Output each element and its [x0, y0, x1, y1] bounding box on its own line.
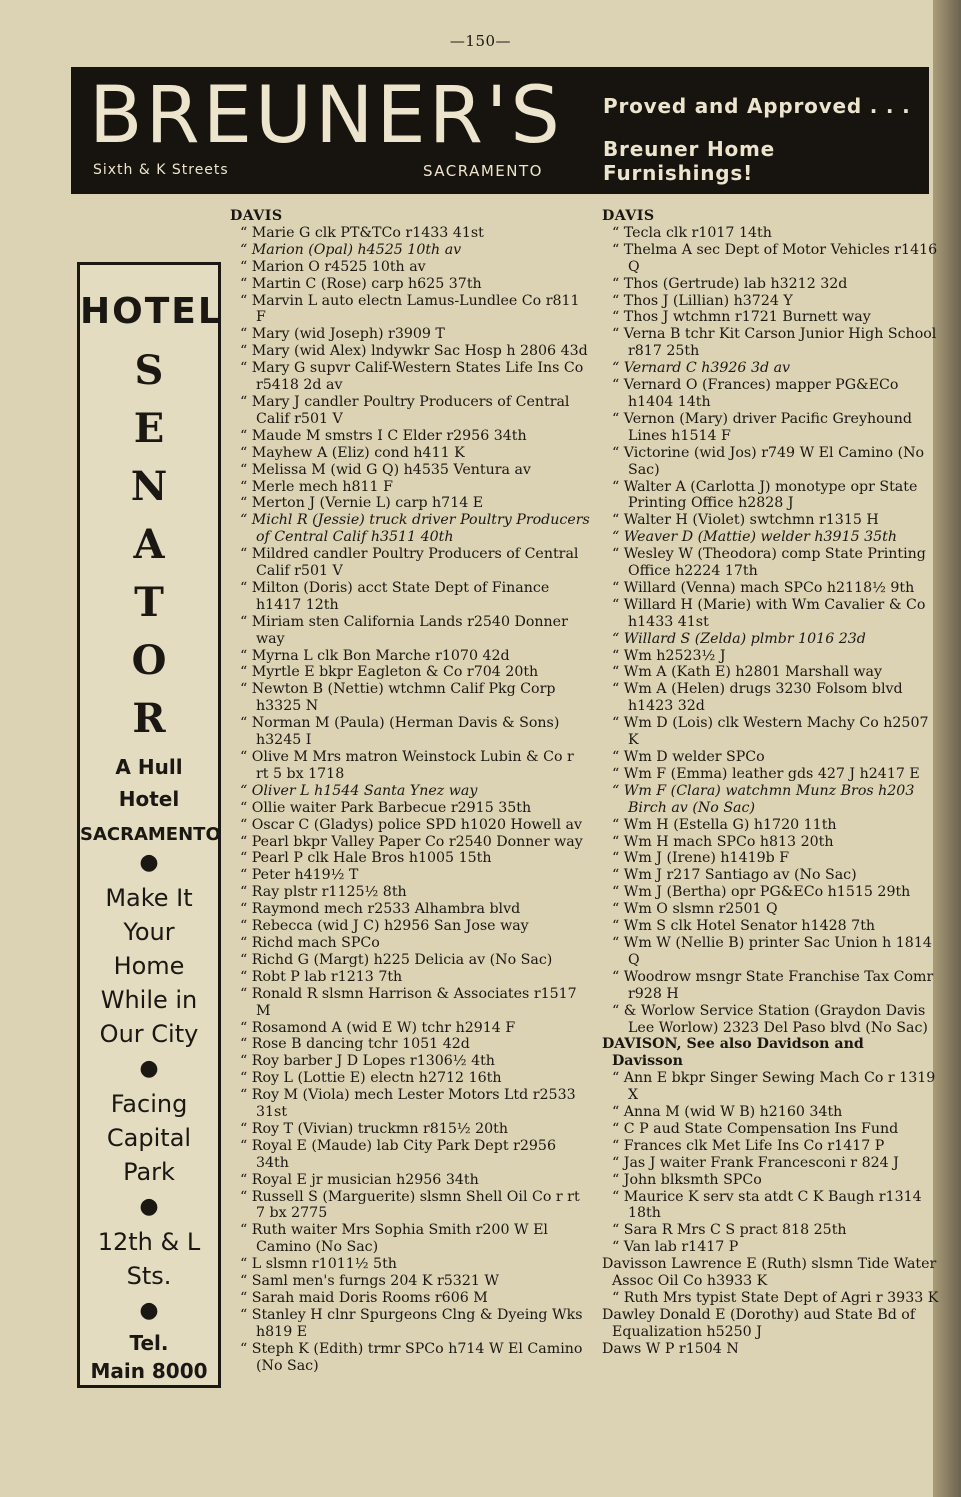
directory-entry: “ Sara R Mrs C S pract 818 25th [612, 1222, 847, 1239]
directory-entry: “ Stanley H clnr Spurgeons Clng & Dyeing Wks h819 E [240, 1306, 583, 1340]
tel-line-2: Main 8000 [90, 1359, 208, 1383]
tel-line-1: Tel. [129, 1331, 169, 1355]
directory-entry: “ Roy M (Viola) mech Lester Motors Ltd r2533 31st [240, 1087, 576, 1121]
directory-entry: “ Merle mech h811 F [240, 478, 393, 495]
directory-entry: “ Thos J (Lillian) h3724 Y [612, 292, 793, 309]
directory-entry: “ Willard S (Zelda) plmbr 1016 23d [612, 630, 866, 647]
directory-entry: “ Maurice K serv sta atdt C K Baugh r1314 18th [612, 1188, 922, 1222]
directory-entry: “ Ray plstr r1125½ 8th [240, 884, 407, 901]
directory-entry: “ Richd mach SPCo [240, 934, 380, 951]
directory-column-right [602, 208, 939, 1358]
senator-letter: R [132, 695, 166, 742]
directory-entry: “ Wm W (Nellie B) printer Sac Union h 1814 Q [612, 934, 932, 968]
senator-letter: O [131, 637, 167, 684]
directory-entry: “ Wesley W (Theodora) comp State Printing Office h2224 17th [612, 546, 926, 580]
directory-entry: “ Olive M Mrs matron Weinstock Lubin & Co r rt 5 bx 1718 [240, 749, 574, 782]
directory-entry: “ Ruth waiter Mrs Sophia Smith r200 W El Camino (No Sac) [240, 1222, 548, 1256]
directory-entry: “ Mayhew A (Eliz) cond h411 K [240, 444, 465, 461]
directory-entry: “ Royal E (Maude) lab City Park Dept r2956 34th [240, 1137, 556, 1171]
hull-line-1: A Hull [115, 755, 183, 779]
directory-entry: “ Wm J r217 Santiago av (No Sac) [612, 867, 857, 884]
directory-entry: “ Wm A (Kath E) h2801 Marshall way [612, 664, 883, 681]
directory-entry: “ Wm J (Bertha) opr PG&ECo h1515 29th [612, 884, 911, 901]
directory-entry: “ Walter A (Carlotta J) monotype opr State Printing Office h2828 J [612, 478, 918, 512]
ad-city: SACRAMENTO [80, 824, 221, 845]
directory-entry: “ Wm O slsmn r2501 Q [612, 901, 778, 918]
directory-entry: “ Weaver D (Mattie) welder h3915 35th [612, 529, 898, 546]
directory-entry: “ & Worlow Service Station (Graydon Davis Lee Worlow) 2323 Del Paso blvd (No Sac) [612, 1002, 928, 1036]
directory-entry: “ Tecla clk r1017 14th [612, 224, 772, 241]
directory-entry: “ L slsmn r1011½ 5th [240, 1256, 397, 1273]
ad-copy-line: Sts. [126, 1262, 172, 1290]
directory-entry: “ Russell S (Marguerite) slsmn Shell Oil Co r rt 7 bx 2775 [240, 1188, 580, 1222]
bullet: ● [139, 1298, 159, 1323]
directory-entry: “ Peter h419½ T [240, 867, 359, 884]
directory-entry: “ Willard (Venna) mach SPCo h2118½ 9th [612, 579, 915, 596]
directory-entry: “ Wm S clk Hotel Senator h1428 7th [612, 918, 876, 935]
directory-entry: “ Anna M (wid W B) h2160 34th [612, 1104, 843, 1121]
directory-entry: “ Roy barber J D Lopes r1306½ 4th [240, 1053, 495, 1070]
directory-entry: “ Ruth Mrs typist State Dept of Agri r 3933 K [612, 1290, 939, 1306]
directory-entry: “ Mary (wid Joseph) r3909 T [240, 326, 445, 343]
directory-entry: “ Mary G supvr Calif-Western States Life Ins Co r5418 2d av [240, 360, 584, 394]
entry-list [602, 225, 939, 1358]
directory-entry: “ Roy L (Lottie E) electn h2712 16th [240, 1070, 502, 1087]
directory-entry: “ Walter H (Violet) swtchmn r1315 H [612, 512, 879, 529]
directory-entry: “ Martin C (Rose) carp h625 37th [240, 275, 482, 292]
directory-entry: “ Marion (Opal) h4525 10th av [240, 241, 462, 258]
directory-entry: “ Wm h2523½ J [612, 647, 726, 664]
senator-letter: S [134, 347, 164, 394]
bullet: ● [139, 1194, 159, 1219]
slogan-line-1: Proved and Approved . . . [603, 94, 911, 118]
directory-entry: “ Wm J (Irene) h1419b F [612, 850, 790, 867]
ad-copy-line: 12th & L [97, 1228, 201, 1256]
senator-letter: T [134, 579, 164, 626]
ad-copy-line: While in [100, 986, 198, 1014]
slogan-line-2: Breuner Home Furnishings! [603, 137, 776, 185]
hotel-word: HOTEL [80, 291, 223, 332]
ad-copy-line: Facing [110, 1090, 188, 1118]
directory-entry: “ Ronald R slsmn Harrison & Associates r1517 M [240, 985, 577, 1019]
directory-entry: “ Frances clk Met Life Ins Co r1417 P [612, 1137, 885, 1154]
directory-entry: “ Thos J wtchmn r1721 Burnett way [612, 309, 871, 326]
directory-entry: “ Wm F (Emma) leather gds 427 J h2417 E [612, 765, 920, 782]
brand-city: SACRAMENTO [423, 162, 543, 180]
directory-entry: “ Wm H mach SPCo h813 20th [612, 833, 834, 850]
directory-entry: “ Saml men's furngs 204 K r5321 W [240, 1273, 499, 1290]
bullet: ● [139, 1056, 159, 1081]
page-number: —150— [449, 32, 512, 50]
ad-copy-line: Your [123, 918, 175, 946]
directory-entry: “ Oscar C (Gladys) police SPD h1020 Howell av [240, 816, 582, 833]
column-heading: DAVIS [602, 208, 655, 224]
ad-copy-line: Our City [99, 1020, 199, 1048]
directory-entry: Daws W P r1504 N [602, 1340, 739, 1357]
directory-entry: “ Wm H (Estella G) h1720 11th [612, 816, 837, 833]
senator-letter: N [130, 463, 168, 510]
directory-entry: “ Michl R (Jessie) truck driver Poultry Producers of Central Calif h3511 40th [240, 512, 590, 546]
senator-letter: A [133, 521, 165, 568]
directory-entry: “ Verna B tchr Kit Carson Junior High School r817 25th [612, 326, 937, 360]
directory-entry: “ Woodrow msngr State Franchise Tax Comr r928 H [612, 968, 934, 1002]
directory-entry: “ Robt P lab r1213 7th [240, 968, 403, 985]
directory-entry: “ Merton J (Vernie L) carp h714 E [240, 495, 484, 512]
brand-address: Sixth & K Streets [93, 162, 229, 178]
directory-entry: “ John blksmth SPCo [612, 1171, 762, 1188]
hull-line-2: Hotel [118, 787, 180, 811]
directory-entry: “ Myrna L clk Bon Marche r1070 42d [240, 647, 510, 664]
ad-copy-line: Home [113, 952, 185, 980]
brand-name: BREUNER'S [89, 71, 563, 161]
directory-entry: “ Pearl P clk Hale Bros h1005 15th [240, 850, 492, 867]
directory-entry: “ Willard H (Marie) with Wm Cavalier & Co h1433 41st [612, 596, 926, 630]
directory-entry: “ Marion O r4525 10th av [240, 258, 426, 275]
directory-column-left [230, 208, 590, 1375]
directory-entry: “ Melissa M (wid G Q) h4535 Ventura av [240, 461, 531, 478]
directory-entry: “ Vernon (Mary) driver Pacific Greyhound Lines h1514 F [612, 410, 913, 444]
directory-entry: “ Wm D welder SPCo [612, 749, 765, 765]
directory-entry: “ Steph K (Edith) trmr SPCo h714 W El Camino (No Sac) [240, 1340, 583, 1374]
column-heading: DAVIS [230, 208, 283, 224]
ad-copy-line: Park [123, 1158, 175, 1186]
directory-entry: “ Wm A (Helen) drugs 3230 Folsom blvd h1423 32d [612, 681, 903, 715]
bullet: ● [139, 850, 159, 875]
directory-entry: “ Royal E jr musician h2956 34th [240, 1171, 479, 1188]
directory-entry: “ Marie G clk PT&TCo r1433 41st [240, 224, 484, 241]
directory-entry: “ Victorine (wid Jos) r749 W El Camino (No Sac) [612, 444, 925, 478]
directory-entry: “ Milton (Doris) acct State Dept of Finance h1417 12th [240, 579, 550, 613]
directory-entry: “ Mary J candler Poultry Producers of Central Calif r501 V [240, 393, 570, 427]
directory-entry: “ Rose B dancing tchr 1051 42d [240, 1036, 470, 1053]
directory-entry: “ Jas J waiter Frank Francesconi r 824 J [612, 1154, 899, 1171]
ad-copy-line: Make It [105, 884, 193, 912]
directory-entry: “ Vernard C h3926 3d av [612, 360, 791, 377]
directory-entry: DAVISON, See also Davidson and Davisson [602, 1036, 864, 1070]
directory-entry: “ Norman M (Paula) (Herman Davis & Sons) h3245 I [240, 715, 560, 749]
senator-letters [80, 342, 218, 748]
directory-entry: “ Van lab r1417 P [612, 1239, 739, 1256]
directory-entry: “ Sarah maid Doris Rooms r606 M [240, 1290, 488, 1306]
directory-entry: Davisson Lawrence E (Ruth) slsmn Tide Water Assoc Oil Co h3933 K [602, 1256, 937, 1290]
directory-entry: “ Ann E bkpr Singer Sewing Mach Co r 1319 X [612, 1070, 936, 1104]
directory-entry: “ Vernard O (Frances) mapper PG&ECo h1404 14th [612, 377, 899, 410]
senator-letter: E [133, 405, 165, 452]
breuners-ad-banner [71, 67, 929, 194]
directory-entry: “ Thos (Gertrude) lab h3212 32d [612, 275, 848, 292]
directory-entry: “ Wm D (Lois) clk Western Machy Co h2507 K [612, 715, 929, 749]
directory-entry: “ Marvin L auto electn Lamus-Lundlee Co r811 F [240, 292, 580, 326]
directory-entry: Dawley Donald E (Dorothy) aud State Bd of Equalization h5250 J [602, 1306, 916, 1340]
directory-entry: “ Pearl bkpr Valley Paper Co r2540 Donner way [240, 833, 583, 850]
directory-entry: “ Roy T (Vivian) truckmn r815½ 20th [240, 1120, 509, 1137]
directory-entry: “ Richd G (Margt) h225 Delicia av (No Sac) [240, 951, 553, 968]
directory-entry: “ Rebecca (wid J C) h2956 San Jose way [240, 918, 529, 935]
directory-entry: “ Wm F (Clara) watchmn Munz Bros h203 Birch av (No Sac) [612, 782, 915, 816]
directory-entry: “ Raymond mech r2533 Alhambra blvd [240, 901, 521, 918]
entry-list [230, 225, 590, 1375]
directory-entry: “ Myrtle E bkpr Eagleton & Co r704 20th [240, 664, 539, 681]
directory-entry: “ Miriam sten California Lands r2540 Donner way [240, 613, 568, 647]
directory-entry: “ Mildred candler Poultry Producers of Central Calif r501 V [240, 546, 579, 580]
directory-entry: “ Newton B (Nettie) wtchmn Calif Pkg Corp h3325 N [240, 681, 556, 715]
directory-entry: “ C P aud State Compensation Ins Fund [612, 1120, 899, 1137]
directory-entry: “ Thelma A sec Dept of Motor Vehicles r1416 Q [612, 241, 938, 275]
hotel-senator-ad [77, 262, 221, 1388]
ad-copy-line: Capital [106, 1124, 192, 1152]
directory-entry: “ Ollie waiter Park Barbecue r2915 35th [240, 799, 532, 816]
directory-entry: “ Maude M smstrs I C Elder r2956 34th [240, 427, 527, 444]
directory-entry: “ Mary (wid Alex) lndywkr Sac Hosp h 2806 43d [240, 343, 588, 360]
directory-entry: “ Oliver L h1544 Santa Ynez way [240, 782, 478, 799]
directory-entry: “ Rosamond A (wid E W) tchr h2914 F [240, 1019, 516, 1036]
